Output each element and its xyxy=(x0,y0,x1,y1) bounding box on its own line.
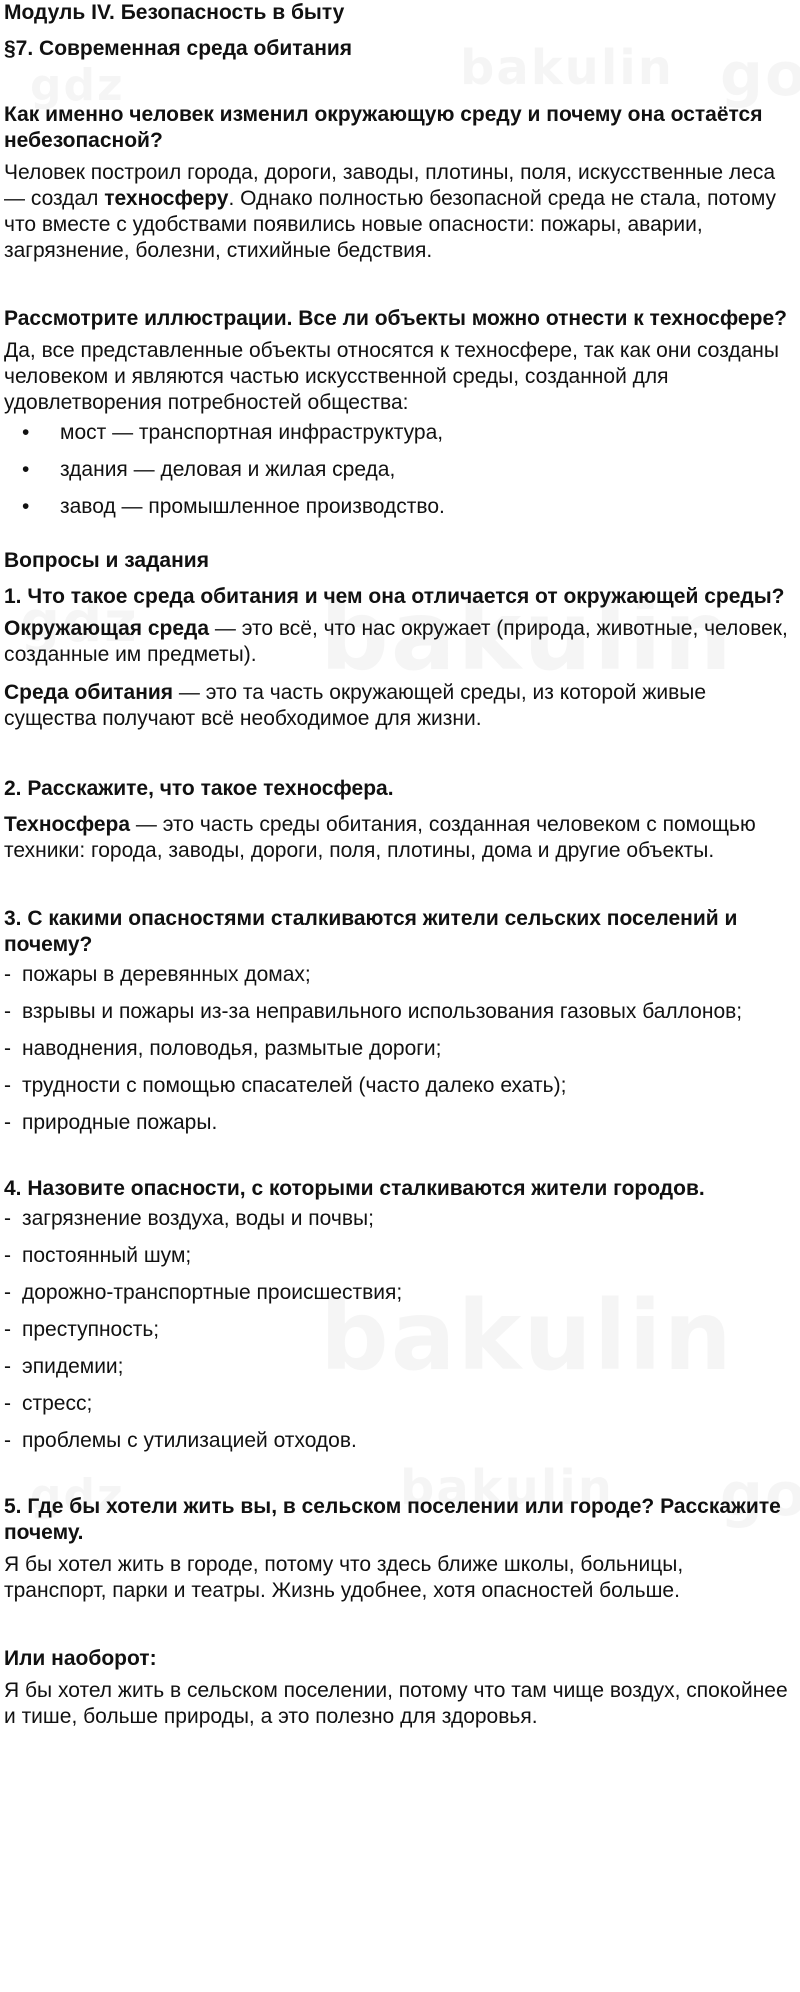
list-item-text: мост — транспортная инфраструктура, xyxy=(60,421,444,444)
list-item-text: природные пожары. xyxy=(22,1111,218,1134)
alternative-answer xyxy=(4,1646,790,1730)
definition-text: — это часть среды обитания, созданная человеком с помощью техники: города, заводы, дороги, поля, плотины, дома и другие объекты. xyxy=(4,813,756,862)
list-item-text: постоянный шум; xyxy=(22,1244,192,1267)
block-illustrations xyxy=(4,306,790,520)
list-item-text: преступность; xyxy=(22,1318,160,1341)
section-title: §7. Современная среда обитания xyxy=(4,37,353,60)
dash-icon: - xyxy=(4,1207,11,1230)
list-item xyxy=(4,1243,790,1269)
definition-text: — это всё, что нас окружает (природа, животные, человек, созданные им предметы). xyxy=(4,617,788,666)
list-item xyxy=(4,1206,790,1232)
list-item-text: загрязнение воздуха, воды и почвы; xyxy=(22,1207,374,1230)
list-item xyxy=(4,962,790,988)
list-item-text: стресс; xyxy=(22,1392,93,1415)
question-heading: Рассмотрите иллюстрации. Все ли объекты можно отнести к техносфере? xyxy=(4,307,787,330)
bullet-icon: • xyxy=(22,458,30,481)
definition-term: Среда обитания xyxy=(4,681,174,704)
dash-icon: - xyxy=(4,1000,11,1023)
answer-text: . Однако полностью безопасной среда не стала, потому что вместе с удобствами появились новые опасности: пожары, аварии, загрязнение, болезни, стихийные бедствия. xyxy=(4,187,777,262)
module-title: Модуль IV. Безопасность в быту xyxy=(4,1,345,24)
definition-paragraph xyxy=(4,812,790,864)
dash-icon: - xyxy=(4,1281,11,1304)
question-4 xyxy=(4,1176,790,1454)
questions-heading: Вопросы и задания xyxy=(4,549,209,572)
dash-list xyxy=(4,962,790,1136)
block-technosphere-intro xyxy=(4,102,790,264)
bullet-icon: • xyxy=(22,421,30,444)
answer-text: Человек построил города, дороги, заводы, плотины, поля, искусственные леса — создал xyxy=(4,161,776,210)
bullet-list xyxy=(4,420,790,520)
list-item xyxy=(4,1317,790,1343)
definition-paragraph xyxy=(4,680,790,732)
bullet-icon: • xyxy=(22,495,30,518)
list-item xyxy=(4,420,790,446)
list-item-text: проблемы с утилизацией отходов. xyxy=(22,1429,357,1452)
question-heading: 5. Где бы хотели жить вы, в сельском поселении или городе? Расскажите почему. xyxy=(4,1495,781,1544)
list-item-text: здания — деловая и жилая среда, xyxy=(60,458,396,481)
dash-icon: - xyxy=(4,1355,11,1378)
list-item-text: завод — промышленное производство. xyxy=(60,495,445,518)
dash-icon: - xyxy=(4,1074,11,1097)
answer-term: техносферу xyxy=(104,187,229,210)
question-heading: 2. Расскажите, что такое техносфера. xyxy=(4,777,394,800)
question-1 xyxy=(4,584,790,732)
alternative-heading: Или наоборот: xyxy=(4,1647,157,1670)
definition-paragraph xyxy=(4,616,790,668)
list-item-text: трудности с помощью спасателей (часто далеко ехать); xyxy=(22,1074,567,1097)
answer-paragraph: Я бы хотел жить в городе, потому что здесь ближе школы, больницы, транспорт, парки и театры. Жизнь удобнее, хотя опасностей больше. xyxy=(4,1553,684,1602)
question-heading: 3. С какими опасностями сталкиваются жители сельских поселений и почему? xyxy=(4,907,738,956)
answer-paragraph: Да, все представленные объекты относятся к техносфере, так как они созданы человеком и являются частью искусственной среды, созданной для удовлетворения потребностей общества: xyxy=(4,339,779,414)
definition-term: Техносфера xyxy=(4,813,131,836)
list-item xyxy=(4,1354,790,1380)
list-item xyxy=(4,1391,790,1417)
dash-icon: - xyxy=(4,1244,11,1267)
list-item xyxy=(4,1110,790,1136)
answer-paragraph: Я бы хотел жить в сельском поселении, потому что там чище воздух, спокойнее и тише, больше природы, а это полезно для здоровья. xyxy=(4,1679,788,1728)
list-item xyxy=(4,1036,790,1062)
question-heading: 1. Что такое среда обитания и чем она отличается от окружающей среды? xyxy=(4,585,785,608)
list-item xyxy=(4,494,790,520)
list-item-text: наводнения, половодья, размытые дороги; xyxy=(22,1037,442,1060)
definition-term: Окружающая среда xyxy=(4,617,210,640)
dash-icon: - xyxy=(4,963,11,986)
dash-icon: - xyxy=(4,1392,11,1415)
dash-list xyxy=(4,1206,790,1454)
answer-paragraph xyxy=(4,160,790,264)
dash-icon: - xyxy=(4,1429,11,1452)
list-item-text: пожары в деревянных домах; xyxy=(22,963,311,986)
list-item xyxy=(4,1280,790,1306)
list-item-text: дорожно-транспортные происшествия; xyxy=(22,1281,403,1304)
question-2 xyxy=(4,776,790,864)
definition-text: — это та часть окружающей среды, из которой живые существа получают всё необходимое для жизни. xyxy=(4,681,707,730)
question-heading: 4. Назовите опасности, с которыми сталкиваются жители городов. xyxy=(4,1177,705,1200)
question-3 xyxy=(4,906,790,1136)
list-item xyxy=(4,1428,790,1454)
list-item xyxy=(4,999,790,1025)
dash-icon: - xyxy=(4,1037,11,1060)
question-heading: Как именно человек изменил окружающую среду и почему она остаётся небезопасной? xyxy=(4,103,763,152)
dash-icon: - xyxy=(4,1111,11,1134)
question-5 xyxy=(4,1494,790,1604)
list-item xyxy=(4,457,790,483)
dash-icon: - xyxy=(4,1318,11,1341)
list-item xyxy=(4,1073,790,1099)
list-item-text: эпидемии; xyxy=(22,1355,124,1378)
list-item-text: взрывы и пожары из-за неправильного использования газовых баллонов; xyxy=(22,1000,743,1023)
